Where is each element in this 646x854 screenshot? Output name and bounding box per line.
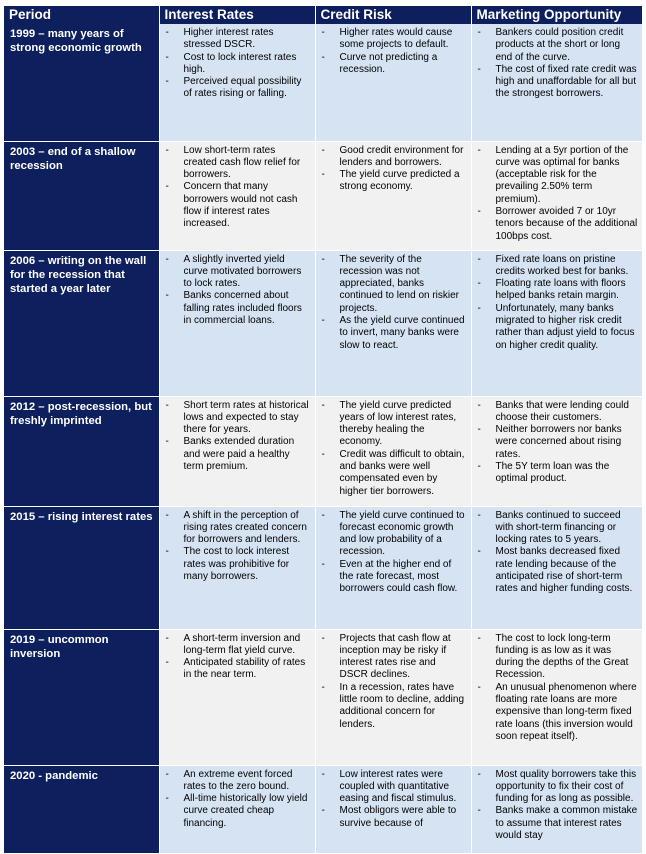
bullet: - Banks that were lending could choose their customers. (477, 400, 638, 425)
table-row (4, 765, 642, 853)
marketing-cell (471, 141, 642, 250)
header-row (4, 6, 642, 24)
period-cell: 2019 – uncommon inversion (4, 629, 159, 765)
credit-cell (315, 396, 471, 506)
bullet: - Higher interest rates stressed DSCR. (165, 27, 311, 52)
header-interest-rates: Interest Rates (159, 6, 315, 24)
period-cell: 2006 – writing on the wall for the recession that started a year later (4, 250, 159, 396)
bullet: - A short-term inversion and long-term flat yield curve. (165, 633, 311, 658)
bullet: - Concern that many borrowers would not cash flow if interest rates increased. (165, 181, 311, 230)
period-cell: 1999 – many years of strong economic growth (4, 24, 159, 141)
table-row (4, 506, 642, 629)
bullet: - The cost to lock interest rates was prohibitive for many borrowers. (165, 546, 311, 583)
bullet: - The yield curve predicted years of low interest rates, thereby healing the economy. (321, 400, 467, 449)
bullet: - Good credit environment for lenders and borrowers. (321, 145, 467, 170)
bullet: - An unusual phenomenon where floating rate loans are more expensive than long-term fixed rate loans (this inversion would soon repeat itself). (477, 682, 638, 743)
interest-cell (159, 506, 315, 629)
period-cell: 2003 – end of a shallow recession (4, 141, 159, 250)
bullet: - Banks continued to succeed with short-term financing or locking rates to 5 years. (477, 510, 638, 547)
period-cell: 2012 – post-recession, but freshly imprinted (4, 396, 159, 506)
interest-cell (159, 396, 315, 506)
bullet: - Neither borrowers nor banks were concerned about rising rates. (477, 424, 638, 461)
bullet: - In a recession, rates have little room to decline, adding additional concern for lenders. (321, 682, 467, 731)
table-row (4, 396, 642, 506)
credit-cell (315, 629, 471, 765)
bullet: - Credit was difficult to obtain, and banks were well compensated even by higher tier borrowers. (321, 449, 467, 498)
interest-cell (159, 141, 315, 250)
marketing-cell (471, 765, 642, 853)
interest-cell (159, 24, 315, 141)
bullet: - The severity of the recession was not appreciated, banks continued to lend on riskier projects. (321, 254, 467, 315)
bullet: - The 5Y term loan was the optimal product. (477, 461, 638, 486)
marketing-cell (471, 396, 642, 506)
bullet: - Unfortunately, many banks migrated to higher risk credit rather than adjust yield to focus on higher credit quality. (477, 303, 638, 352)
table-row (4, 141, 642, 250)
bullet: - The yield curve continued to forecast economic growth and low probability of a recession. (321, 510, 467, 559)
market-history-table (4, 6, 643, 854)
bullet: - As the yield curve continued to invert, many banks were slow to react. (321, 315, 467, 352)
credit-cell (315, 24, 471, 141)
interest-cell (159, 629, 315, 765)
header-marketing-opportunity: Marketing Opportunity (471, 6, 642, 24)
bullet: - Even at the higher end of the rate forecast, most borrowers could cash flow. (321, 559, 467, 596)
credit-cell (315, 141, 471, 250)
bullet: - Curve not predicting a recession. (321, 52, 467, 77)
bullet: - Banks concerned about falling rates included floors in commercial loans. (165, 290, 311, 327)
table-row (4, 24, 642, 141)
bullet: - Perceived equal possibility of rates rising or falling. (165, 76, 311, 101)
marketing-cell (471, 250, 642, 396)
bullet: - Most obligors were able to survive because of (321, 805, 467, 830)
bullet: - Banks extended duration and were paid a healthy term premium. (165, 436, 311, 473)
bullet: - Floating rate loans with floors helped banks retain margin. (477, 278, 638, 303)
period-cell: 2020 - pandemic (4, 765, 159, 853)
bullet: - The yield curve predicted a strong economy. (321, 169, 467, 194)
bullet: - Most banks decreased fixed rate lending because of the anticipated rise of short-term rates and higher funding costs. (477, 546, 638, 595)
bullet: - An extreme event forced rates to the zero bound. (165, 769, 311, 794)
marketing-cell (471, 506, 642, 629)
bullet: - Most quality borrowers take this opportunity to fix their cost of funding for as long as possible. (477, 769, 638, 806)
bullet: - Cost to lock interest rates high. (165, 52, 311, 77)
interest-cell (159, 765, 315, 853)
header-credit-risk: Credit Risk (315, 6, 471, 24)
marketing-cell (471, 629, 642, 765)
credit-cell (315, 506, 471, 629)
bullet: - The cost of fixed rate credit was high and unaffordable for all but the strongest borrowers. (477, 64, 638, 101)
bullet: - Banks make a common mistake to assume that interest rates would stay (477, 805, 638, 842)
bullet: - All-time historically low yield curve created cheap financing. (165, 793, 311, 830)
credit-cell (315, 250, 471, 396)
bullet: - Borrower avoided 7 or 10yr tenors because of the additional 100bps cost. (477, 206, 638, 243)
bullet: - Fixed rate loans on pristine credits worked best for banks. (477, 254, 638, 279)
credit-cell (315, 765, 471, 853)
period-cell: 2015 – rising interest rates (4, 506, 159, 629)
bullet: - The cost to lock long-term funding is as low as it was during the depths of the Great Recession. (477, 633, 638, 682)
header-period: Period (4, 6, 159, 24)
table-row (4, 250, 642, 396)
interest-cell (159, 250, 315, 396)
bullet: - Low short-term rates created cash flow relief for borrowers. (165, 145, 311, 182)
bullet: - Low interest rates were coupled with quantitative easing and fiscal stimulus. (321, 769, 467, 806)
bullet: - Lending at a 5yr portion of the curve was optimal for banks (acceptable risk for the prevailing 2.50% term premium). (477, 145, 638, 206)
bullet: - Bankers could position credit products at the short or long end of the curve. (477, 27, 638, 64)
bullet: - A shift in the perception of rising rates created concern for borrowers and lenders. (165, 510, 311, 547)
bullet: - Anticipated stability of rates in the near term. (165, 657, 311, 682)
bullet: - A slightly inverted yield curve motivated borrowers to lock rates. (165, 254, 311, 291)
bullet: - Higher rates would cause some projects to default. (321, 27, 467, 52)
bullet: - Projects that cash flow at inception may be risky if interest rates rise and DSCR declines. (321, 633, 467, 682)
marketing-cell (471, 24, 642, 141)
bullet: - Short term rates at historical lows and expected to stay there for years. (165, 400, 311, 437)
table-row (4, 629, 642, 765)
